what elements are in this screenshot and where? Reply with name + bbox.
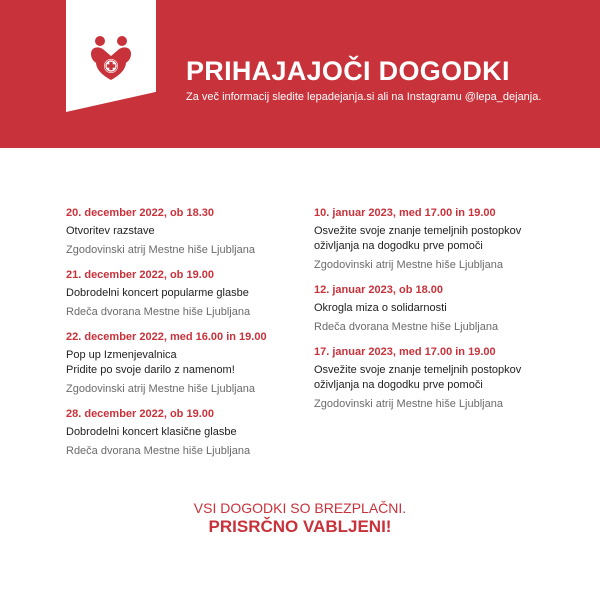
event-title-line: oživljanja na dogodku prve pomoči bbox=[314, 240, 483, 252]
event-title bbox=[66, 286, 326, 301]
event-location: Rdeča dvorana Mestne hiše Ljubljana bbox=[66, 306, 251, 318]
event-item bbox=[314, 283, 574, 334]
event-title-line: Otvoritev razstave bbox=[66, 225, 155, 237]
event-title bbox=[314, 224, 574, 254]
event-title bbox=[66, 348, 326, 378]
event-location: Rdeča dvorana Mestne hiše Ljubljana bbox=[66, 445, 251, 457]
event-item bbox=[66, 206, 326, 257]
event-item bbox=[314, 345, 574, 411]
event-title bbox=[314, 363, 574, 393]
event-date: 28. december 2022, ob 19.00 bbox=[66, 408, 214, 420]
event-title-line: Pridite po svoje darilo z namenom! bbox=[66, 364, 235, 376]
event-date: 20. december 2022, ob 18.30 bbox=[66, 207, 214, 219]
event-date: 21. december 2022, ob 19.00 bbox=[66, 269, 214, 281]
event-date: 10. januar 2023, med 17.00 in 19.00 bbox=[314, 207, 496, 219]
event-title-line: Dobrodelni koncert klasične glasbe bbox=[66, 426, 237, 438]
page-subtitle: Za več informacij sledite lepadejanja.si ali na Instagramu @lepa_dejanja. bbox=[186, 91, 542, 103]
footer-welcome: PRISRČNO VABLJENI! bbox=[208, 517, 392, 536]
event-date: 17. januar 2023, med 17.00 in 19.00 bbox=[314, 346, 496, 358]
event-location: Rdeča dvorana Mestne hiše Ljubljana bbox=[314, 321, 499, 333]
event-title bbox=[314, 301, 574, 316]
page-title: PRIHAJAJOČI DOGODKI bbox=[186, 56, 510, 86]
event-title bbox=[66, 425, 326, 440]
event-item bbox=[66, 330, 326, 396]
event-location: Zgodovinski atrij Mestne hiše Ljubljana bbox=[314, 398, 503, 410]
event-title bbox=[66, 224, 326, 239]
red-cross-family-logo-icon bbox=[88, 34, 134, 82]
event-date: 12. januar 2023, ob 18.00 bbox=[314, 284, 444, 296]
header-banner bbox=[0, 0, 600, 148]
footer-free-events: VSI DOGODKI SO BREZPLAČNI. bbox=[193, 500, 407, 516]
event-location: Zgodovinski atrij Mestne hiše Ljubljana bbox=[314, 259, 503, 271]
events-column-left bbox=[66, 206, 326, 469]
event-title-line: Osvežite svoje znanje temeljnih postopkov bbox=[314, 364, 522, 376]
event-item bbox=[66, 268, 326, 319]
event-location: Zgodovinski atrij Mestne hiše Ljubljana bbox=[66, 383, 255, 395]
event-item bbox=[66, 407, 326, 458]
event-item bbox=[314, 206, 574, 272]
event-title-line: oživljanja na dogodku prve pomoči bbox=[314, 379, 483, 391]
events-column-right bbox=[314, 206, 574, 422]
event-title-line: Pop up Izmenjevalnica bbox=[66, 349, 177, 361]
event-date: 22. december 2022, med 16.00 in 19.00 bbox=[66, 331, 267, 343]
event-title-line: Osvežite svoje znanje temeljnih postopkov bbox=[314, 225, 522, 237]
event-location: Zgodovinski atrij Mestne hiše Ljubljana bbox=[66, 244, 255, 256]
event-title-line: Dobrodelni koncert popularme glasbe bbox=[66, 287, 249, 299]
event-title-line: Okrogla miza o solidarnosti bbox=[314, 302, 447, 314]
